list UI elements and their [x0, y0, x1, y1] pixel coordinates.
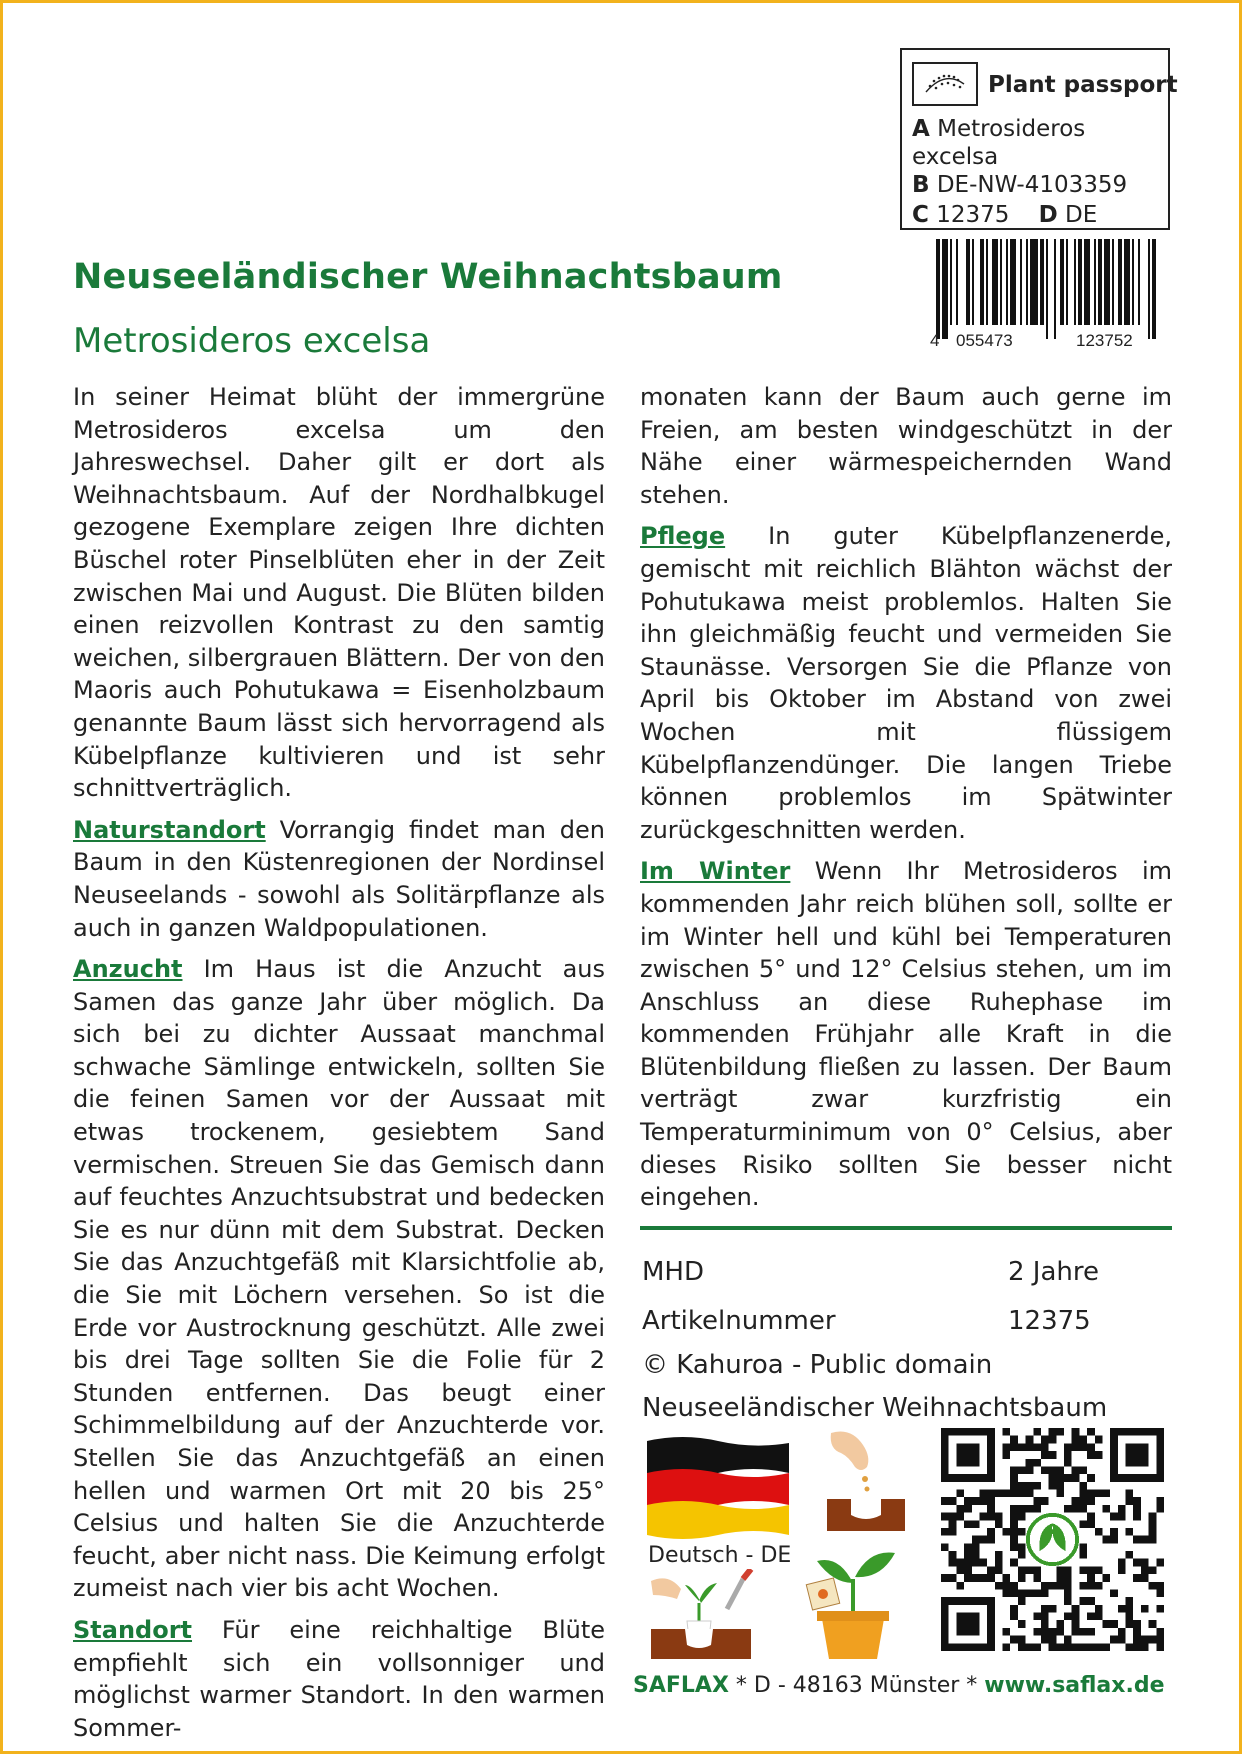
- barcode-digits-left: 4: [930, 331, 940, 349]
- standort-heading: Standort: [73, 1615, 193, 1644]
- pflege-paragraph: Pflege In guter Kübelpflanzenerde, gemischt mit reichlich Blähton wächst der Pohutukawa meist problemlos. Halten Sie ihn gleichmäßig feucht und vermeiden Sie Staunässe. Versorgen Sie die Pflanze von April bis Oktober im Abstand von zwei Wochen mit flüssigem Kübelpflanzendünger. Die langen Triebe können problemlos im Spätwinter zurückgeschnitten werden.: [640, 522, 1172, 844]
- address: * D - 48163 Münster *: [728, 1673, 985, 1698]
- winter-paragraph: Im Winter Wenn Ihr Metrosideros im kommenden Jahr reich blühen soll, sollte er im Winter hell und kühl bei Temperaturen zwischen 5° und 12° Celsius stehen, um im Anschluss an diese Ruhephase im kommenden Frühjahr alle Kraft in die Blütenbildung fließen zu lassen. Der Baum verträgt zwar kurzfristig ein Temperaturminimum von 0° Celsius, aber dieses Risiko sollten Sie besser nicht eingehen.: [640, 857, 1172, 1212]
- barcode-bar: [950, 239, 952, 325]
- barcode-bar: [1112, 239, 1114, 325]
- barcode-bar: [1066, 239, 1068, 325]
- barcode-digits-mid: 055473: [956, 331, 1013, 349]
- plant-passport: [900, 48, 1178, 230]
- page-title: Neuseeländischer Weihnachtsbaum: [73, 257, 783, 297]
- barcode-bar: [942, 239, 948, 339]
- barcode-digits-right: 123752: [1076, 331, 1133, 349]
- page-subtitle: Metrosideros excelsa: [73, 321, 431, 361]
- barcode-bar: [992, 239, 998, 325]
- barcode-bar: [1046, 239, 1048, 339]
- barcode-bar: [936, 239, 940, 339]
- plant-passport-title: Plant passport: [988, 72, 1178, 98]
- qr-code-icon: [941, 1428, 1164, 1651]
- barcode-bar: [1138, 239, 1140, 325]
- section-divider: [640, 1226, 1172, 1230]
- barcode-bar: [1054, 239, 1056, 339]
- intro-paragraph: In seiner Heimat blüht der immergrüne Metrosideros excelsa um den Jahreswechsel. Daher gilt er dort als Weihnachtsbaum. Auf der Nordhalbkugel gezogene Exemplare zeigen Ihre dichten Büschel roter Pinselblüten eher in der Zeit zwischen Mai und August. Die Blüten bilden einen reizvollen Kontrast zu den samtig weichen, silbergrauen Blättern. Der von den Maoris auch Pohutukawa = Eisenholzbaum genannte Baum lässt sich hervorragend als Kübelpflanze kultivieren und ist sehr schnittverträglich.: [73, 383, 605, 803]
- left-column: [73, 381, 605, 1753]
- barcode-bar: [1098, 239, 1102, 325]
- german-flag-icon: [643, 1435, 793, 1541]
- barcode-bar: [966, 239, 970, 325]
- anzucht-heading: Anzucht: [73, 955, 183, 984]
- barcode-bar: [1148, 239, 1150, 339]
- barcode-bar: [986, 239, 988, 325]
- pflege-heading: Pflege: [640, 522, 726, 551]
- winter-heading: Im Winter: [640, 857, 791, 886]
- barcode-bar: [1152, 239, 1156, 339]
- barcode-bar: [956, 239, 958, 325]
- barcode-bar: [972, 239, 974, 325]
- barcode-bar: [1040, 239, 1044, 325]
- barcode-bar: [1000, 239, 1002, 325]
- naturstandort-heading: Naturstandort: [73, 815, 266, 844]
- product-name: Neuseeländischer Weihnachtsbaum: [642, 1393, 1108, 1423]
- barcode-bar: [1084, 239, 1090, 325]
- potted-seedling-icon: [803, 1549, 903, 1661]
- barcode-icon: [928, 239, 1173, 349]
- transplant-icon: [647, 1569, 755, 1659]
- standort-paragraph: Standort Für eine reichhaltige Blüte empfiehlt sich ein vollsonniger und möglichst warmer Standort. In den warmen Sommer-: [73, 1615, 605, 1742]
- passport-line-b: B DE-NW-4103359: [912, 172, 1128, 198]
- anzucht-paragraph: Anzucht Im Haus ist die Anzucht aus Samen das ganze Jahr über möglich. Da sich bei zu dichter Aussaat manchmal schwache Sämlinge entwickeln, sollten Sie die feinen Samen vor der Aussaat mit etwas trockenem, gesiebtem Sand vermischen. Streuen Sie das Gemisch dann auf feuchtes Anzuchtsubstrat und bedecken Sie es nur dünn mit dem Substrat. Decken Sie das Anzuchtgefäß mit Klarsichtfolie ab, die Sie mit Löchern versehen. So ist die Erde vor Austrocknung geschützt. Alle zwei bis drei Tage sollten Sie die Folie für 2 Stunden entfernen. Das beugt einer Schimmelbildung auf der Anzuchterde vor. Stellen Sie das Anzuchtgefäß an einen hellen und warmen Ort mit 20 bis 25° Celsius und halten Sie die Anzuchterde feucht, aber nicht nass. Die Keimung erfolgt zumeist nach vier bis acht Wochen.: [73, 955, 605, 1603]
- barcode-bar: [1010, 239, 1016, 325]
- barcode-bar: [1104, 239, 1110, 325]
- passport-line-cd: C 12375 D DE: [912, 202, 1098, 228]
- barcode-bar: [1060, 239, 1064, 325]
- mhd-label: MHD: [642, 1257, 705, 1287]
- brand-name: SAFLAX: [633, 1673, 729, 1698]
- barcode-bar: [980, 239, 984, 325]
- barcode-bar: [1026, 239, 1028, 325]
- barcode-bar: [1132, 239, 1134, 325]
- right-column: [640, 381, 1172, 1223]
- barcode-bar: [1118, 239, 1122, 325]
- passport-line-a-cont: excelsa: [912, 144, 999, 170]
- language-label: Deutsch - DE: [648, 1543, 792, 1568]
- eu-organic-logo-icon: [912, 62, 978, 106]
- image-copyright: © Kahuroa - Public domain: [642, 1350, 993, 1380]
- standort-continuation: monaten kann der Baum auch gerne im Freien, am besten windgeschützt in der Nähe einer wärmespeichernden Wand stehen.: [640, 383, 1172, 509]
- mhd-value: 2 Jahre: [1008, 1257, 1099, 1287]
- barcode-bar: [1124, 239, 1130, 325]
- barcode-bar: [1006, 239, 1008, 325]
- barcode-bar: [1078, 239, 1082, 325]
- barcode-bar: [1020, 239, 1022, 325]
- barcode-bar: [1074, 239, 1076, 325]
- article-number-value: 12375: [1008, 1306, 1091, 1336]
- naturstandort-paragraph: Naturstandort Vorrangig findet man den Baum in den Küstenregionen der Nordinsel Neuseelands - sowohl als Solitärpflanze als auch in ganzen Waldpopulationen.: [73, 815, 605, 942]
- barcode-bar: [1094, 239, 1096, 325]
- passport-line-a: A Metrosideros: [912, 116, 1086, 142]
- sowing-icon: [821, 1427, 911, 1537]
- article-number-label: Artikelnummer: [642, 1306, 836, 1336]
- footer: [633, 1673, 1165, 1698]
- website-link[interactable]: www.saflax.de: [984, 1673, 1165, 1698]
- barcode-bar: [1030, 239, 1038, 325]
